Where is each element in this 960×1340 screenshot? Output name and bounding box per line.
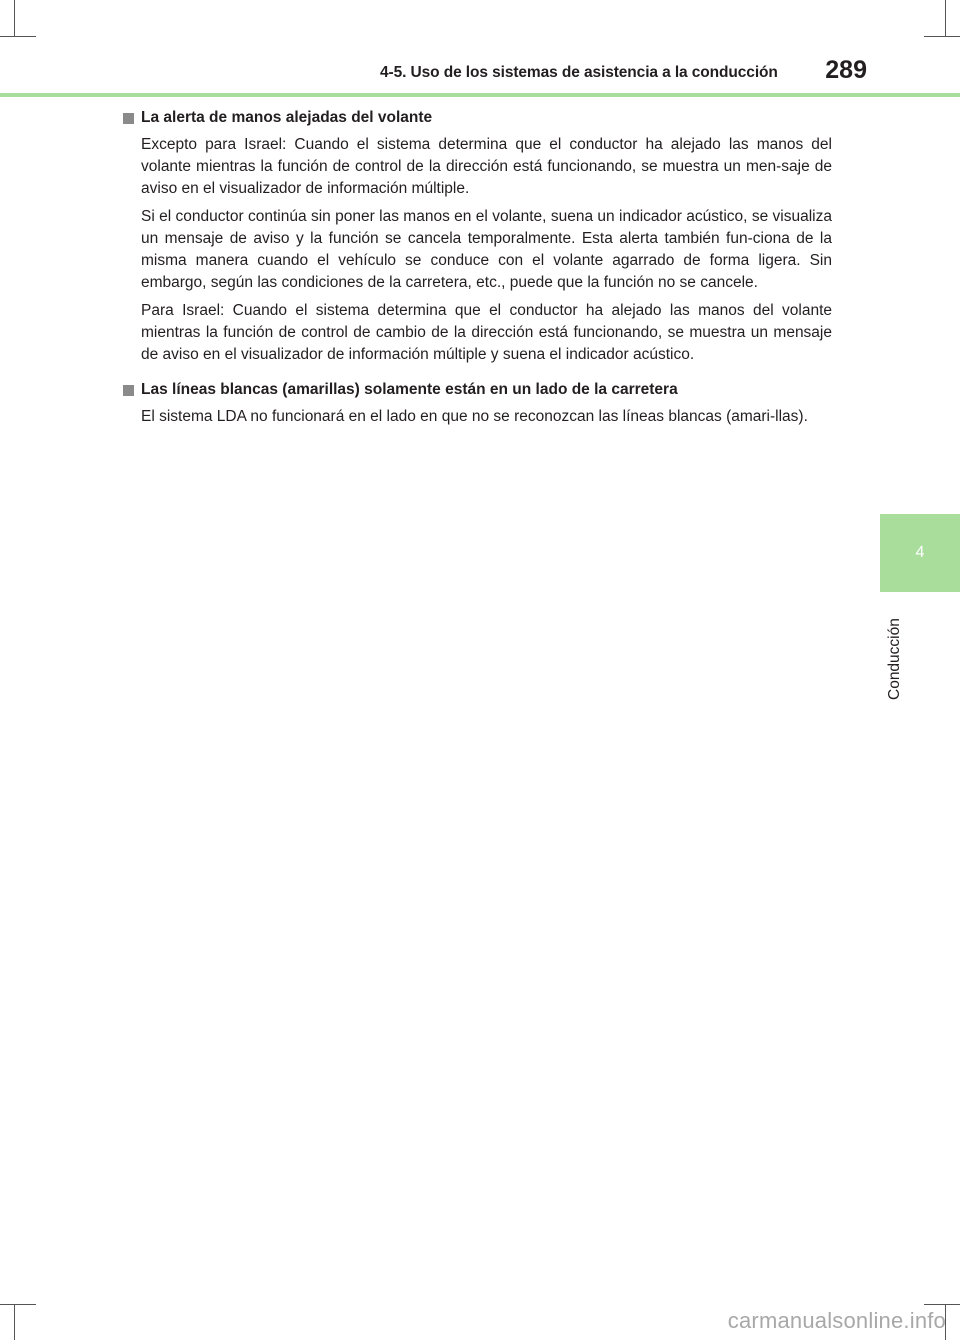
chapter-number: 4 bbox=[915, 544, 925, 561]
crop-mark-top-right-v bbox=[945, 0, 946, 36]
crop-mark-bottom-right-h bbox=[924, 1304, 960, 1305]
crop-mark-bottom-left-v bbox=[14, 1304, 15, 1340]
chapter-tab bbox=[880, 514, 960, 592]
section-heading bbox=[121, 106, 832, 130]
paragraph: Si el conductor continúa sin poner las manos en el volante, suena un indicador acústico, se visualiza un mensaje de aviso y la función se cancela temporalmente. Esta alerta también fun-ciona de la misma manera cuando el vehículo se conduce con el volante agarrado de forma ligera. Sin embargo, según las condiciones de la carretera, etc., puede que la función no se cancele. bbox=[141, 208, 832, 291]
crop-mark-top-left-h bbox=[0, 36, 36, 37]
square-bullet-icon bbox=[123, 385, 134, 396]
chapter-label: Conducción bbox=[886, 618, 903, 700]
crop-mark-top-right-h bbox=[924, 36, 960, 37]
square-bullet-icon bbox=[123, 113, 134, 124]
heading-text: La alerta de manos alejadas del volante bbox=[141, 109, 433, 126]
section-heading bbox=[121, 378, 832, 402]
paragraph: Para Israel: Cuando el sistema determina que el conductor ha alejado las manos del volante mientras la función de control de cambio de la dirección está funcionando, se muestra un mensaje de aviso en el visualizador de información múltiple y suena el indicador acústico. bbox=[141, 302, 832, 363]
paragraph: Excepto para Israel: Cuando el sistema determina que el conductor ha alejado las manos del volante mientras la función de control de la dirección está funcionando, se muestra un men-saje de aviso en el visualizador de información múltiple. bbox=[141, 136, 832, 197]
page-number: 289 bbox=[825, 56, 867, 84]
watermark: carmanualsonline.info bbox=[727, 1308, 946, 1333]
header-divider bbox=[0, 93, 960, 97]
page-content bbox=[121, 106, 832, 434]
section-title: 4-5. Uso de los sistemas de asistencia a la conducción bbox=[380, 64, 778, 81]
paragraph: El sistema LDA no funcionará en el lado en que no se reconozcan las líneas blancas (amari-llas). bbox=[141, 408, 808, 425]
crop-mark-top-left-v bbox=[14, 0, 15, 36]
crop-mark-bottom-left-h bbox=[0, 1304, 36, 1305]
heading-text: Las líneas blancas (amarillas) solamente están en un lado de la carretera bbox=[141, 381, 678, 398]
